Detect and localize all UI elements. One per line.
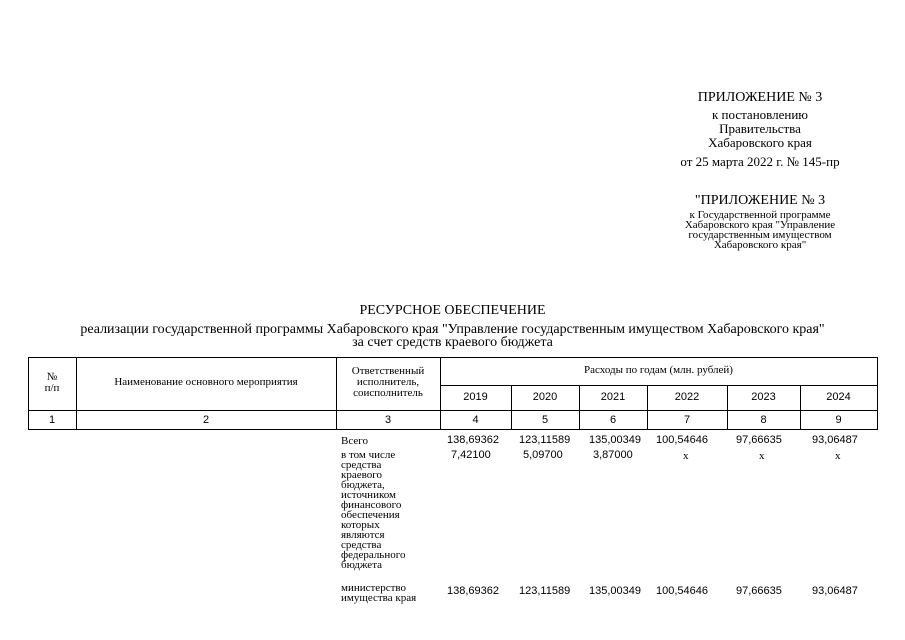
- table-border: [877, 357, 878, 429]
- row-label-line: обеспечения: [341, 509, 400, 521]
- header-number: [28, 372, 76, 394]
- program-attachment-line: Хабаровского края": [713, 239, 807, 251]
- row-value: 97,66635: [736, 434, 782, 446]
- row-label-line: краевого: [341, 469, 382, 481]
- table-border: [28, 429, 878, 430]
- attachment-line: к постановлению: [711, 107, 809, 122]
- row-value: 7,42100: [451, 449, 491, 461]
- row-label-line: в том числе: [341, 449, 396, 461]
- table-border: [28, 357, 878, 358]
- row-label-line: министерство: [341, 582, 407, 594]
- header-year: 2019: [463, 391, 488, 403]
- column-number: 1: [48, 414, 56, 426]
- row-value: х: [683, 450, 689, 462]
- row-value: 97,66635: [736, 585, 782, 597]
- column-number: 7: [683, 414, 691, 426]
- document-subtitle: за счет средств краевого бюджета: [352, 335, 553, 350]
- row-value: 100,54646: [656, 585, 708, 597]
- row-label-line: которых: [341, 519, 380, 531]
- column-number: 4: [472, 414, 479, 426]
- program-attachment-title: "ПРИЛОЖЕНИЕ № 3: [694, 193, 826, 208]
- attachment-line: Хабаровского края: [708, 135, 812, 150]
- header-year: 2020: [532, 391, 558, 403]
- row-label: Всего: [341, 435, 368, 447]
- document-title: РЕСУРСНОЕ ОБЕСПЕЧЕНИЕ: [359, 303, 546, 318]
- column-number: 9: [835, 414, 842, 426]
- row-label-line: федерального: [341, 549, 406, 561]
- row-label-line: являются: [341, 529, 385, 541]
- document-subtitle: реализации государственной программы Хабаровского края "Управление государственным имуществом Хабаровского края": [80, 322, 825, 337]
- header-year: 2023: [751, 391, 776, 403]
- row-label-line: имущества края: [341, 592, 417, 604]
- row-label: [341, 450, 405, 570]
- row-label: [341, 583, 416, 603]
- row-value: х: [759, 450, 765, 462]
- row-label-line: бюджета,: [341, 479, 385, 491]
- attachment-date: от 25 марта 2022 г. № 145-пр: [680, 154, 840, 169]
- header-responsible-line: Ответственный: [351, 365, 425, 377]
- program-attachment-line: Хабаровского края "Управление: [684, 219, 836, 231]
- column-number: 5: [541, 414, 549, 426]
- row-value: 93,06487: [812, 434, 858, 446]
- column-number: 8: [760, 414, 767, 426]
- row-value: 138,69362: [447, 434, 499, 446]
- table-border: [440, 385, 878, 386]
- row-value: 135,00349: [589, 434, 641, 446]
- row-value: 138,69362: [447, 585, 499, 597]
- header-year: 2021: [600, 391, 626, 403]
- header-expenses: Расходы по годам (млн. рублей): [584, 364, 733, 376]
- attachment-line: Правительства: [719, 121, 801, 136]
- row-label-line: финансового: [341, 499, 402, 511]
- program-attachment-line: государственным имуществом: [688, 229, 832, 241]
- row-value: 123,11589: [519, 434, 571, 446]
- header-number-symbol: №: [46, 371, 58, 383]
- header-number-abbr: п/п: [44, 382, 60, 394]
- row-value: 123,11589: [519, 585, 571, 597]
- header-responsible-line: исполнитель,: [356, 376, 420, 388]
- row-value: 5,09700: [523, 449, 563, 461]
- row-label-line: бюджета: [341, 559, 383, 571]
- row-value: х: [835, 450, 841, 462]
- table-border: [28, 410, 878, 411]
- column-number: 2: [202, 414, 210, 426]
- row-label-line: средства: [341, 539, 382, 551]
- row-label-line: средства: [341, 459, 382, 471]
- attachment-title: ПРИЛОЖЕНИЕ № 3: [697, 90, 823, 105]
- row-value: 3,87000: [593, 449, 633, 461]
- program-attachment-line: к Государственной программе: [689, 209, 831, 221]
- row-value: 93,06487: [812, 585, 858, 597]
- header-year: 2024: [826, 391, 851, 403]
- column-number: 6: [609, 414, 617, 426]
- header-responsible-line: соисполнитель: [353, 387, 423, 399]
- header-name: Наименование основного мероприятия: [114, 376, 298, 388]
- header-year: 2022: [674, 391, 700, 403]
- row-value: 135,00349: [589, 585, 641, 597]
- column-number: 3: [384, 414, 392, 426]
- row-value: 100,54646: [656, 434, 708, 446]
- header-responsible: [336, 366, 440, 399]
- row-label-line: источником: [341, 489, 396, 501]
